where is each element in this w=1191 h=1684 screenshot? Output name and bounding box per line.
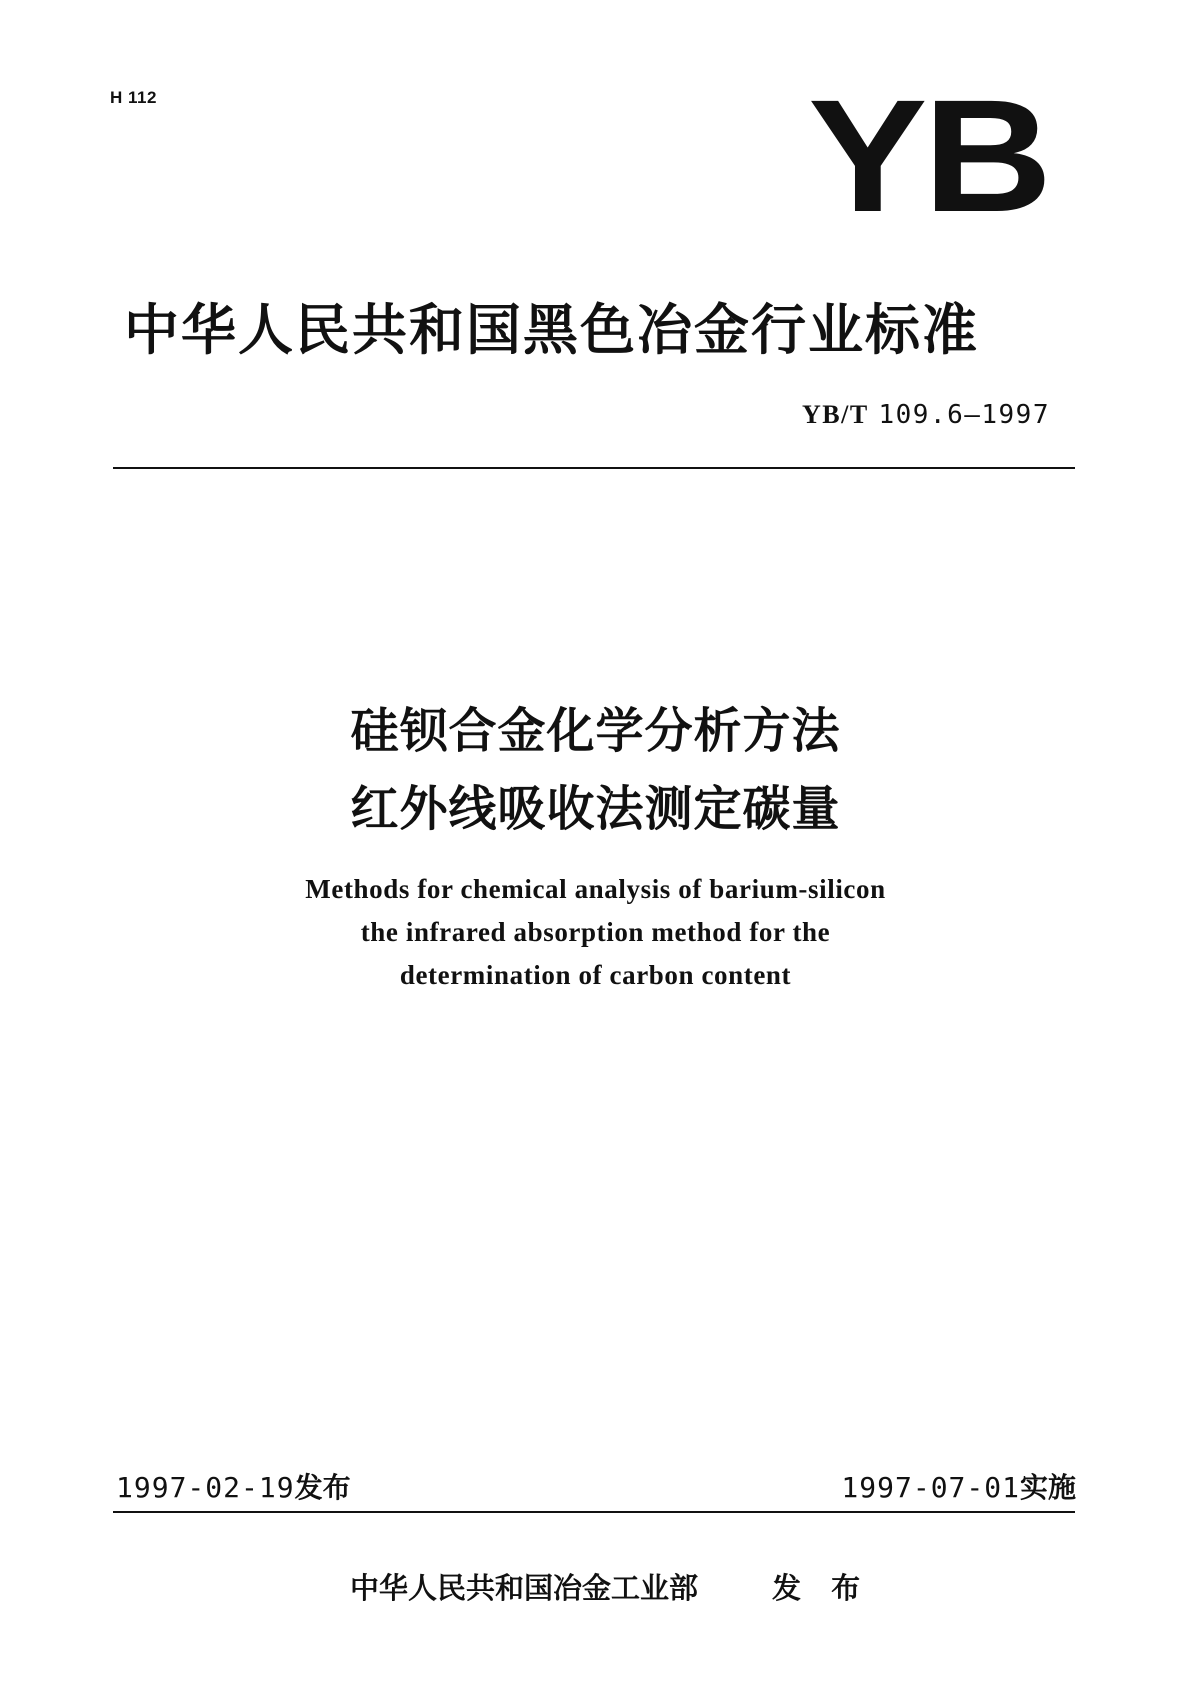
publish-label: 发 布 bbox=[772, 1571, 871, 1605]
implementation-date-label: 实施 bbox=[1019, 1471, 1076, 1504]
title-en-line-1: Methods for chemical analysis of barium-silicon bbox=[305, 874, 886, 904]
bottom-divider bbox=[113, 1511, 1075, 1513]
issue-date bbox=[116, 1466, 351, 1506]
implementation-date bbox=[841, 1466, 1076, 1506]
standard-number bbox=[802, 400, 1050, 430]
issue-date-label: 发布 bbox=[294, 1471, 351, 1504]
title-en-line-3: determination of carbon content bbox=[399, 960, 792, 990]
standard-prefix: YB/T bbox=[802, 400, 869, 429]
issue-date-value: 1997-02-19 bbox=[116, 1471, 295, 1504]
classification-code: H 112 bbox=[110, 88, 157, 107]
issuing-authority: 中华人民共和国冶金工业部 bbox=[350, 1571, 699, 1605]
industry-standard-title: 中华人民共和国黑色冶金行业标准 bbox=[124, 298, 980, 362]
implementation-date-value: 1997-07-01 bbox=[841, 1471, 1020, 1504]
title-en-line-2: the infrared absorption method for the bbox=[360, 917, 831, 947]
title-zh-line-2: 红外线吸收法测定碳量 bbox=[350, 781, 841, 837]
standard-number-value: 109.6—1997 bbox=[878, 400, 1050, 430]
top-divider bbox=[113, 467, 1075, 469]
title-zh-line-1: 硅钡合金化学分析方法 bbox=[350, 703, 841, 759]
yb-logo: YB bbox=[808, 66, 1048, 245]
